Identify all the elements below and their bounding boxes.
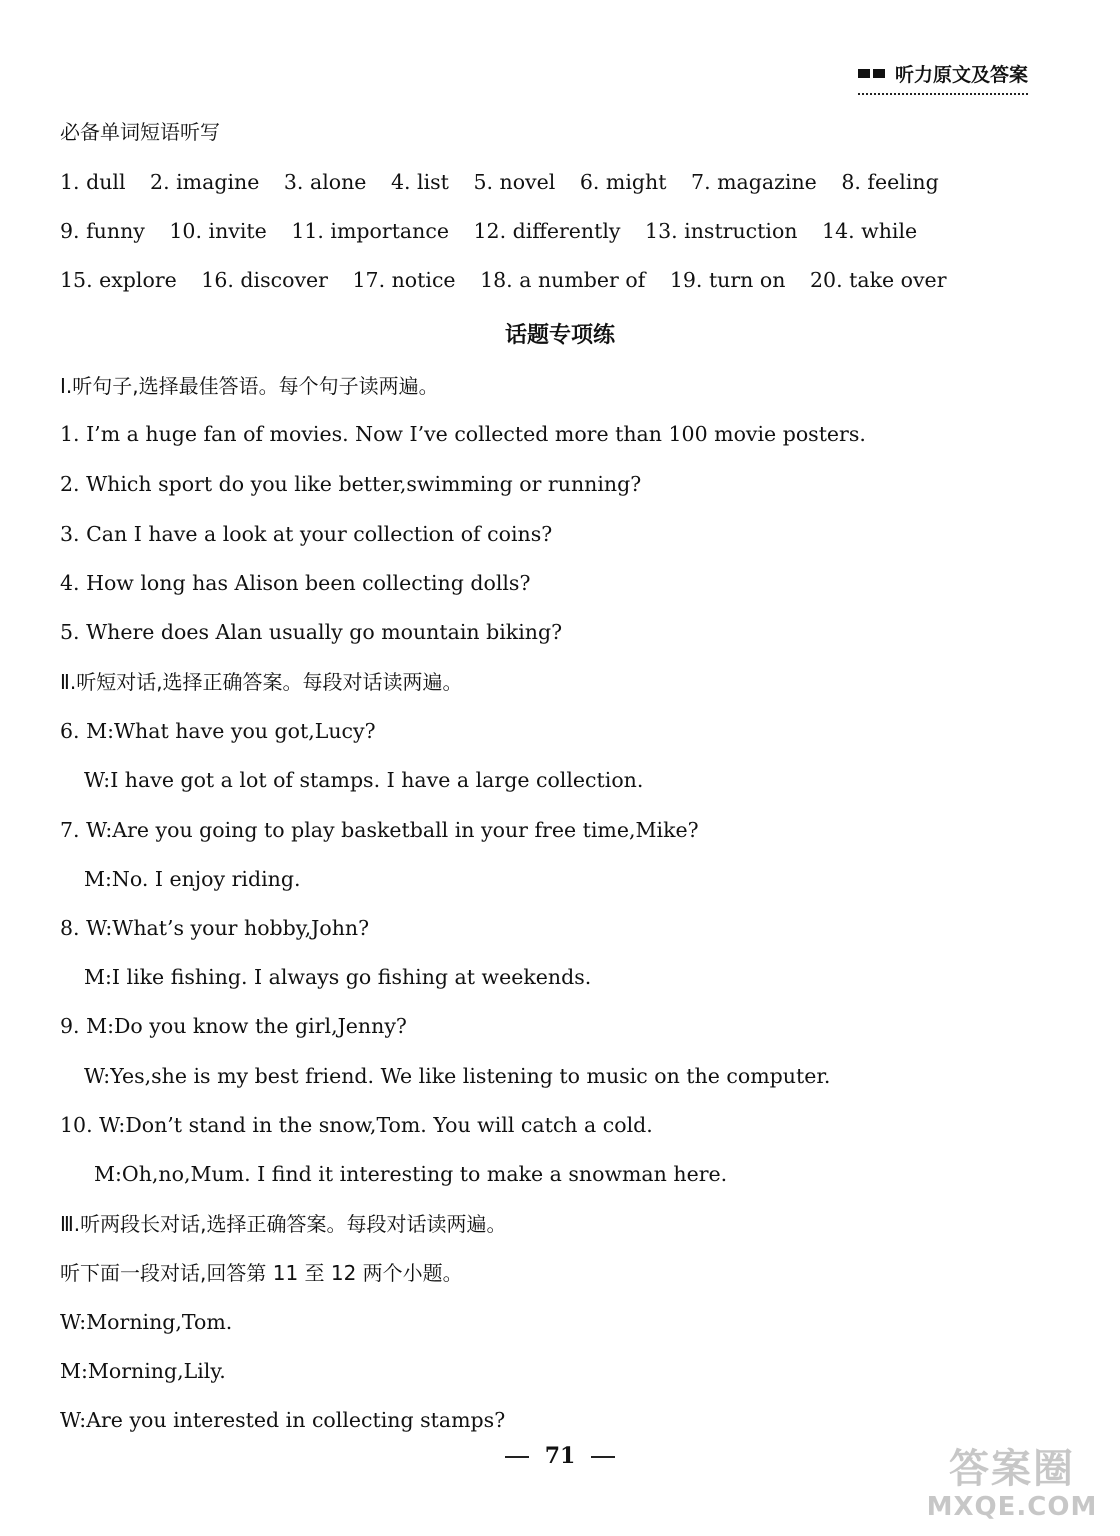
page-header — [858, 60, 1028, 95]
dialogue-line: 7. W:Are you going to play basketball in your free time,Mike? — [60, 818, 699, 842]
vocab-item: 19. turn on — [669, 268, 786, 292]
watermark-url: MXQE.COM — [926, 1492, 1098, 1522]
vocab-row-1 — [60, 168, 957, 196]
vocab-item: 2. imagine — [150, 170, 260, 194]
page-number-text: 71 — [544, 1443, 576, 1469]
dialogue-line: 9. M:Do you know the girl,Jenny? — [60, 1014, 407, 1038]
dialogue-line: M:Morning,Lily. — [60, 1359, 226, 1383]
dialogue-line: 8. W:What’s your hobby,John? — [60, 916, 370, 940]
section-title: 话题专项练 — [504, 323, 615, 348]
dialogue-line: M:Oh,no,Mum. I find it interesting to make a snowman here. — [94, 1162, 728, 1186]
dialogue-line: M:I like fishing. I always go fishing at weekends. — [84, 965, 592, 989]
sentence-item: 5. Where does Alan usually go mountain biking? — [60, 620, 563, 644]
part1-heading: Ⅰ.听句子,选择最佳答语。每个句子读两遍。 — [60, 374, 439, 398]
sentence-item: 2. Which sport do you like better,swimming or running? — [60, 472, 642, 496]
vocab-item: 1. dull — [60, 170, 126, 194]
vocab-item: 12. differently — [473, 219, 621, 243]
vocab-item: 11. importance — [291, 219, 449, 243]
vocab-item: 14. while — [822, 219, 918, 243]
header-title: 听力原文及答案 — [894, 64, 1028, 86]
dialogue-line: 6. M:What have you got,Lucy? — [60, 719, 376, 743]
sentence-item: 1. I’m a huge fan of movies. Now I’ve collected more than 100 movie posters. — [60, 422, 866, 446]
sentence-item: 4. How long has Alison been collecting dolls? — [60, 571, 531, 595]
vocab-item: 6. might — [579, 170, 667, 194]
part2-heading: Ⅱ.听短对话,选择正确答案。每段对话读两遍。 — [60, 670, 463, 694]
dialogue-line: W:Yes,she is my best friend. We like listening to music on the computer. — [84, 1064, 831, 1088]
vocab-item: 3. alone — [283, 170, 367, 194]
dialogue-line: M:No. I enjoy riding. — [84, 867, 301, 891]
sentence-item: 3. Can I have a look at your collection of coins? — [60, 522, 553, 546]
vocab-item: 9. funny — [60, 219, 145, 243]
vocab-item: 10. invite — [169, 219, 267, 243]
dialogue-line: W:Morning,Tom. — [60, 1310, 233, 1334]
dash-left — [505, 1456, 529, 1458]
vocab-item: 8. feeling — [841, 170, 939, 194]
vocab-item: 4. list — [390, 170, 449, 194]
vocab-item: 15. explore — [60, 268, 177, 292]
dialogue-line: W:Are you interested in collecting stamps? — [60, 1408, 506, 1432]
dash-right — [591, 1456, 615, 1458]
watermark-title: 答案圈 — [949, 1446, 1075, 1492]
vocab-item: 20. take over — [809, 268, 947, 292]
vocab-row-2 — [60, 217, 935, 245]
watermark-logo — [912, 1446, 1112, 1532]
vocab-row-3 — [60, 266, 965, 294]
header-marks — [858, 69, 885, 78]
vocab-item: 17. notice — [352, 268, 456, 292]
vocab-item: 18. a number of — [480, 268, 646, 292]
vocab-item: 16. discover — [201, 268, 328, 292]
vocab-item: 7. magazine — [691, 170, 817, 194]
dialogue-line: 10. W:Don’t stand in the snow,Tom. You will catch a cold. — [60, 1113, 653, 1137]
part3-intro: 听下面一段对话,回答第 11 至 12 两个小题。 — [60, 1261, 463, 1285]
vocab-item: 5. novel — [473, 170, 556, 194]
part3-heading: Ⅲ.听两段长对话,选择正确答案。每段对话读两遍。 — [60, 1212, 507, 1236]
vocab-heading: 必备单词短语听写 — [60, 120, 220, 144]
vocab-item: 13. instruction — [645, 219, 798, 243]
dialogue-line: W:I have got a lot of stamps. I have a large collection. — [84, 768, 644, 792]
